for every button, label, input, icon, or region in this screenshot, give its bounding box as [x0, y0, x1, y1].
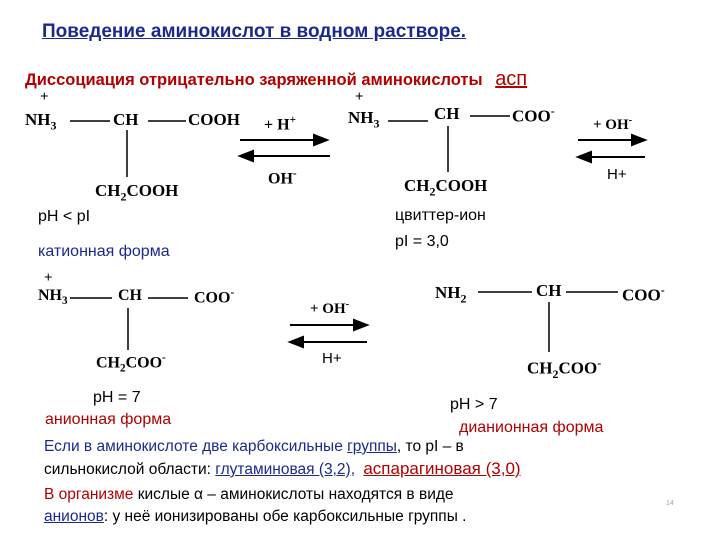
ph-7-label: pH = 7: [93, 389, 141, 406]
ph-lt-pi-label: pH < pI: [38, 208, 91, 225]
reagent-h-plus: H+: [322, 350, 342, 367]
ph-gt-7-label: pH > 7: [450, 396, 498, 413]
carboxylate-group: COO-: [194, 287, 235, 307]
pi-value-label: pI = 3,0: [395, 233, 449, 250]
alpha-carbon: CH: [536, 281, 562, 300]
arrow-backward-head: [578, 152, 591, 162]
side-chain: $CH_2COOH$: [95, 181, 179, 204]
anionic-form-label: анионная форма: [45, 411, 172, 428]
reagent-oh-minus: OH-: [268, 168, 297, 188]
arrow-backward-head: [240, 151, 253, 161]
reagent-h-plus: + H+: [264, 114, 296, 134]
alpha-carbon: CH: [118, 287, 142, 304]
side-chain: $CH_2COO^-$: [96, 352, 166, 375]
zwitterion-label: цвиттер-ион: [395, 207, 486, 224]
arrow-backward-head: [290, 337, 303, 347]
alpha-carbon: CH: [113, 110, 139, 129]
charge-plus: +: [44, 270, 53, 286]
subtitle-text: Диссоциация отрицательно заряженной аминокислоты: [25, 71, 483, 89]
dianionic-form-label: дианионная форма: [459, 419, 604, 436]
alpha-carbon: CH: [434, 104, 460, 123]
reagent-oh-minus: + OH-: [310, 299, 350, 317]
page-title: Поведение аминокислот в водном растворе.: [42, 21, 467, 42]
cationic-form-label: катионная форма: [38, 243, 170, 260]
arrow-forward-head: [354, 320, 367, 330]
reagent-h-plus: H+: [607, 166, 627, 183]
note-line-2: сильнокислой области: глутаминовая (3,2), аспарагиновая (3,0): [44, 459, 521, 478]
amino-group: $NH_3$: [25, 110, 57, 133]
charge-plus: +: [40, 89, 49, 105]
amino-group: $NH_3$: [348, 108, 380, 131]
side-chain: $CH_2COO^-$: [527, 356, 602, 382]
note-line-3: В организме кислые α – аминокислоты находятся в виде: [44, 486, 454, 503]
subtitle-abbrev: асп: [495, 68, 528, 90]
arrow-forward-head: [632, 135, 645, 145]
arrow-forward-head: [314, 135, 327, 145]
note-line-1: Если в аминокислоте две карбоксильные группы, то pI – в: [44, 438, 464, 455]
amino-group: $NH_2$: [435, 283, 467, 306]
note-line-4: анионов: у неё ионизированы обе карбоксильные группы .: [44, 508, 467, 525]
side-chain: $CH_2COOH$: [404, 176, 488, 199]
page-marker: 14: [666, 500, 674, 507]
carboxylate-group: COO-: [622, 283, 665, 305]
subtitle: [25, 68, 527, 91]
carboxylate-group: COO-: [512, 104, 555, 126]
charge-plus: +: [355, 89, 364, 105]
amino-group: $NH_3$: [38, 287, 68, 308]
carboxyl-group: COOH: [188, 110, 240, 129]
reagent-oh-minus: + OH-: [593, 115, 633, 133]
